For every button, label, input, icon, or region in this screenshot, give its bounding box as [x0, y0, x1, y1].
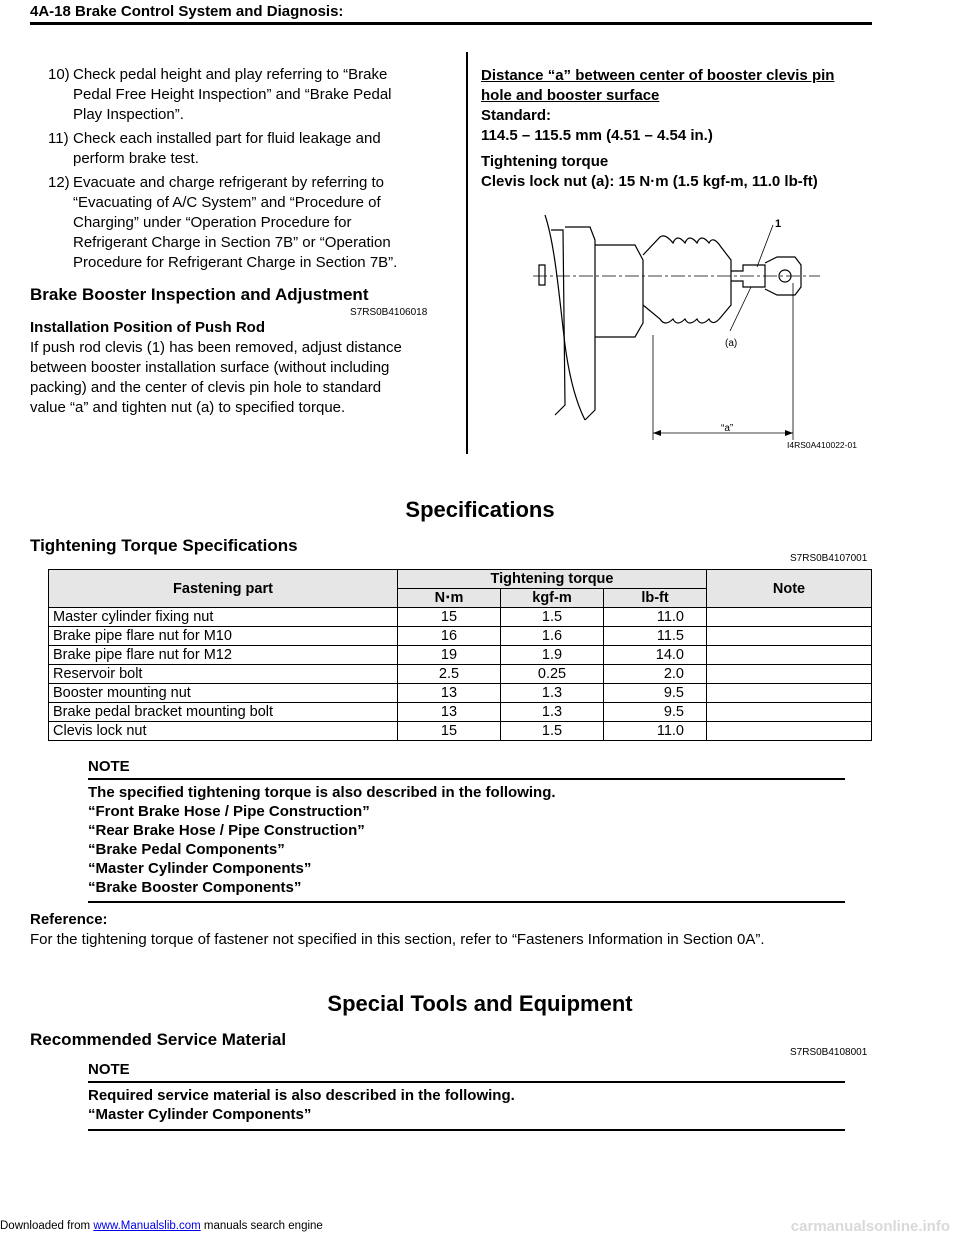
- step-number: 12): [48, 174, 70, 191]
- reference-icon[interactable]: [707, 703, 872, 722]
- table-row: [49, 684, 872, 703]
- col-fastening-part: Fastening part: [49, 570, 398, 608]
- reference-icon[interactable]: [707, 627, 872, 646]
- col-tightening-torque: Tightening torque: [398, 570, 707, 589]
- cell-lbft: 11.5: [604, 627, 707, 646]
- specifications-title: Specifications: [405, 497, 555, 522]
- table-row: [49, 646, 872, 665]
- step-number: 10): [48, 66, 70, 83]
- header-rule: [30, 22, 872, 25]
- standard-value: 114.5 – 115.5 mm (4.51 – 4.54 in.): [481, 127, 713, 144]
- distance-line-2: hole and booster surface: [481, 87, 660, 104]
- table-row: [49, 722, 872, 741]
- service-material-heading: Recommended Service Material: [30, 1030, 287, 1049]
- download-footer: [0, 1220, 323, 1232]
- cell-nm: 2.5: [398, 665, 501, 684]
- note-line: “Rear Brake Hose / Pipe Construction”: [88, 822, 365, 839]
- col-note: Note: [707, 570, 872, 608]
- body-line: packing) and the center of clevis pin hole to standard: [30, 379, 382, 396]
- cell-kgf: 1.3: [501, 684, 604, 703]
- note-line: “Brake Pedal Components”: [88, 841, 285, 858]
- cell-kgf: 1.9: [501, 646, 604, 665]
- table-row: [49, 665, 872, 684]
- table-row: [49, 703, 872, 722]
- note-body: [88, 783, 845, 897]
- cell-nm: 13: [398, 684, 501, 703]
- reference-icon[interactable]: [707, 608, 872, 627]
- torque-specs-code: S7RS0B4107001: [790, 553, 868, 564]
- cell-nm: 13: [398, 703, 501, 722]
- manualslib-link[interactable]: www.Manualslib.com: [93, 1220, 201, 1232]
- cell-part: Brake pipe flare nut for M12: [49, 646, 398, 665]
- col-lbft: lb-ft: [604, 589, 707, 608]
- step-line: Check each installed part for fluid leakage and: [73, 130, 381, 147]
- cell-part: Brake pedal bracket mounting bolt: [49, 703, 398, 722]
- step-line: perform brake test.: [73, 150, 199, 167]
- cell-lbft: 14.0: [604, 646, 707, 665]
- step-line: Charging” under “Operation Procedure for: [73, 214, 352, 231]
- special-tools-title: Special Tools and Equipment: [327, 991, 633, 1016]
- body-line: value “a” and tighten nut (a) to specified torque.: [30, 399, 346, 416]
- step-line: Refrigerant Charge in Section 7B” or “Operation: [73, 234, 391, 251]
- reference-icon[interactable]: [707, 665, 872, 684]
- booster-heading: Brake Booster Inspection and Adjustment: [30, 285, 369, 304]
- booster-figure: [525, 205, 870, 455]
- booster-code: S7RS0B4106018: [350, 307, 428, 318]
- torque-value: Clevis lock nut (a): 15 N·m (1.5 kgf-m, 11.0 lb-ft): [481, 173, 818, 190]
- watermark: carmanualsonline.info: [790, 1218, 950, 1235]
- cell-lbft: 9.5: [604, 703, 707, 722]
- note-rule-bottom: [88, 901, 845, 903]
- cell-kgf: 1.3: [501, 703, 604, 722]
- torque-label: Tightening torque: [481, 153, 609, 170]
- step-number: 11): [48, 130, 69, 147]
- service-material-code: S7RS0B4108001: [790, 1047, 868, 1058]
- note-rule-top: [88, 1081, 845, 1083]
- reference-text: For the tightening torque of fastener not specified in this section, refer to “Fasteners Information in Section 0A”.: [30, 931, 765, 948]
- note-line: “Front Brake Hose / Pipe Construction”: [88, 803, 370, 820]
- cell-nm: 19: [398, 646, 501, 665]
- distance-line-1: Distance “a” between center of booster clevis pin: [481, 67, 835, 84]
- step-line: Evacuate and charge refrigerant by referring to: [73, 174, 385, 191]
- col-nm: N⋅m: [398, 589, 501, 608]
- table-row: [49, 627, 872, 646]
- reference-icon[interactable]: [707, 722, 872, 741]
- cell-part: Master cylinder fixing nut: [49, 608, 398, 627]
- callout-a: (a): [725, 338, 738, 349]
- step-line: Check pedal height and play referring to “Brake: [73, 66, 388, 83]
- note-label: NOTE: [88, 758, 130, 775]
- standard-label: Standard:: [481, 107, 552, 124]
- cell-nm: 15: [398, 608, 501, 627]
- cell-lbft: 9.5: [604, 684, 707, 703]
- footer-suffix: manuals search engine: [200, 1220, 323, 1232]
- cell-nm: 16: [398, 627, 501, 646]
- cell-part: Brake pipe flare nut for M10: [49, 627, 398, 646]
- rod-bellows: [643, 236, 731, 323]
- note-line: “Master Cylinder Components”: [88, 860, 312, 877]
- figure-code: I4RS0A410022-01: [787, 440, 857, 450]
- cell-part: Clevis lock nut: [49, 722, 398, 741]
- reference-icon[interactable]: [707, 646, 872, 665]
- cell-part: Booster mounting nut: [49, 684, 398, 703]
- reference-label: Reference:: [30, 911, 108, 928]
- body-line: If push rod clevis (1) has been removed, adjust distance: [30, 339, 402, 356]
- note-line: “Master Cylinder Components”: [88, 1106, 312, 1123]
- note-body: [88, 1086, 845, 1124]
- cell-nm: 15: [398, 722, 501, 741]
- note-rule-top: [88, 778, 845, 780]
- note-line: “Brake Booster Components”: [88, 879, 302, 896]
- push-rod-subheading: Installation Position of Push Rod: [30, 319, 265, 336]
- step-line: Play Inspection”.: [73, 106, 184, 123]
- booster-body: [30, 338, 460, 418]
- step-line: Pedal Free Height Inspection” and “Brake Pedal: [73, 86, 392, 103]
- note-line: Required service material is also described in the following.: [88, 1087, 515, 1104]
- distance-spec: [481, 66, 871, 146]
- note-label: NOTE: [88, 1061, 130, 1078]
- cell-part: Reservoir bolt: [49, 665, 398, 684]
- col-kgf: kgf-m: [501, 589, 604, 608]
- cell-kgf: 1.6: [501, 627, 604, 646]
- torque-spec: [481, 152, 871, 192]
- note-rule-bottom: [88, 1129, 845, 1131]
- cell-lbft: 11.0: [604, 608, 707, 627]
- step-line: Procedure for Refrigerant Charge in Section 7B”.: [73, 254, 398, 271]
- torque-specs-heading: Tightening Torque Specifications: [30, 536, 298, 555]
- step-line: “Evacuating of A/C System” and “Procedure of: [73, 194, 381, 211]
- table-row: [49, 608, 872, 627]
- reference-icon[interactable]: [707, 684, 872, 703]
- dimension-a-label: “a”: [721, 423, 734, 434]
- column-divider: [466, 52, 468, 454]
- cell-kgf: 1.5: [501, 722, 604, 741]
- body-line: between booster installation surface (without including: [30, 359, 390, 376]
- page-header: 4A-18 Brake Control System and Diagnosis:: [30, 3, 344, 20]
- cell-kgf: 1.5: [501, 608, 604, 627]
- footer-prefix: Downloaded from: [0, 1220, 94, 1232]
- cell-lbft: 2.0: [604, 665, 707, 684]
- torque-table: [48, 569, 872, 741]
- cell-lbft: 11.0: [604, 722, 707, 741]
- callout-1: 1: [775, 218, 782, 230]
- note-line: The specified tightening torque is also described in the following.: [88, 784, 556, 801]
- cell-kgf: 0.25: [501, 665, 604, 684]
